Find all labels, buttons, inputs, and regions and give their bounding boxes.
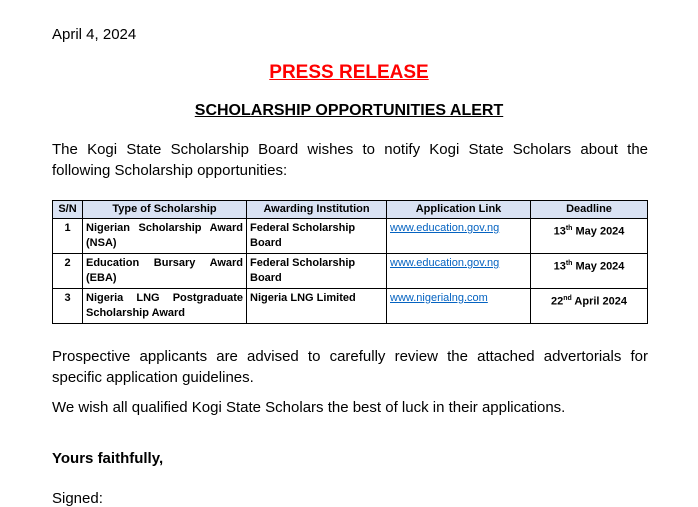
row-deadline [531, 254, 648, 289]
application-link[interactable]: www.education.gov.ng [390, 257, 500, 269]
good-luck-paragraph: We wish all qualified Kogi State Scholars the best of luck in their applications. [52, 399, 566, 416]
row-type: Nigeria LNG Postgraduate Scholarship Award [83, 289, 247, 324]
table-row [53, 219, 648, 254]
deadline-day: 22 [550, 295, 564, 308]
row-deadline [531, 219, 648, 254]
row-sn: 3 [53, 289, 83, 324]
row-sn: 2 [53, 254, 83, 289]
table-row [53, 289, 648, 324]
deadline-rest: April 2024 [571, 295, 628, 308]
deadline-rest: May 2024 [572, 260, 625, 273]
row-type: Nigerian Scholarship Award (NSA) [83, 219, 247, 254]
deadline-suffix: nd [563, 295, 572, 302]
press-release-title: PRESS RELEASE [269, 62, 429, 83]
deadline-suffix: th [565, 260, 573, 267]
row-link-cell [387, 289, 531, 324]
deadline-suffix: th [565, 225, 573, 232]
header-deadline: Deadline [531, 201, 648, 219]
document-subtitle: SCHOLARSHIP OPPORTUNITIES ALERT [194, 102, 504, 119]
deadline-day: 13 [553, 260, 566, 273]
intro-paragraph: The Kogi State Scholarship Board wishes to notify Kogi State Scholars about the following Scholarship opportunities: [52, 141, 648, 179]
row-link-cell [387, 254, 531, 289]
deadline-day: 13 [553, 225, 566, 238]
application-link[interactable]: www.education.gov.ng [390, 222, 500, 234]
guidelines-paragraph: Prospective applicants are advised to carefully review the attached advertorials for specific application guidelines. [52, 348, 648, 386]
table-header-row [53, 201, 648, 219]
row-institution: Federal Scholarship Board [247, 254, 387, 289]
header-link: Application Link [387, 201, 531, 219]
deadline-rest: May 2024 [572, 225, 625, 238]
row-sn: 1 [53, 219, 83, 254]
row-institution: Nigeria LNG Limited [247, 289, 387, 324]
document-date: April 4, 2024 [52, 26, 137, 43]
row-type: Education Bursary Award (EBA) [83, 254, 247, 289]
signed-label: Signed: [52, 490, 103, 507]
scholarship-table [52, 200, 648, 324]
header-type: Type of Scholarship [83, 201, 247, 219]
row-institution: Federal Scholarship Board [247, 219, 387, 254]
row-deadline [531, 289, 648, 324]
closing-salutation: Yours faithfully, [52, 450, 164, 467]
row-link-cell [387, 219, 531, 254]
header-sn: S/N [53, 201, 83, 219]
application-link[interactable]: www.nigerialng.com [390, 292, 488, 304]
header-institution: Awarding Institution [247, 201, 387, 219]
table-row [53, 254, 648, 289]
